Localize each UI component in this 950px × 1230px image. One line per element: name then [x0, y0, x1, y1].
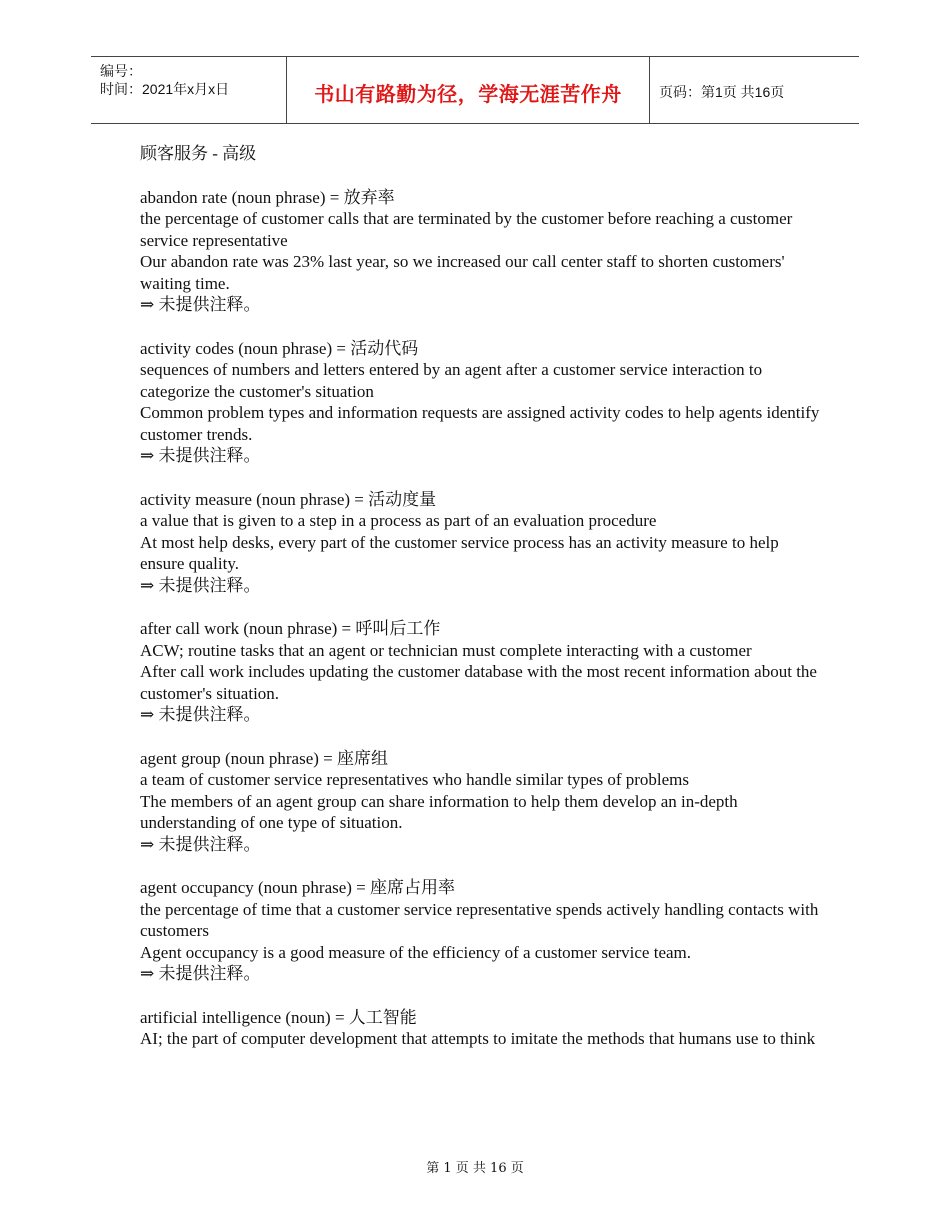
glossary-entry — [140, 489, 820, 597]
header-meta-cell — [91, 57, 287, 123]
entry-term: agent group (noun phrase) = 座席组 — [140, 748, 389, 768]
entry-example: Our abandon rate was 23% last year, so we increased our call center staff to shorten customers' waiting time. — [140, 252, 785, 293]
document-body — [140, 143, 820, 1072]
entry-definition: the percentage of customer calls that are terminated by the customer before reaching a customer service representative — [140, 209, 793, 250]
entry-definition: ACW; routine tasks that an agent or technician must complete interacting with a customer — [140, 640, 752, 660]
entry-example: After call work includes updating the customer database with the most recent information about the customer's situation. — [140, 662, 817, 703]
header-motto-cell — [287, 57, 650, 123]
glossary-entry — [140, 187, 820, 316]
entry-term: abandon rate (noun phrase) = 放弃率 — [140, 187, 395, 207]
entry-definition: the percentage of time that a customer service representative spends actively handling contacts with customers — [140, 899, 819, 940]
document-title: 顾客服务 - 高级 — [140, 144, 257, 163]
entry-term: after call work (noun phrase) = 呼叫后工作 — [140, 619, 441, 638]
glossary-entry — [140, 877, 820, 985]
entry-note: ⇒ 未提供注释。 — [140, 295, 261, 314]
document-number-label: 编号： — [100, 63, 142, 79]
header-page-cell — [650, 57, 859, 123]
header-motto: 书山有路勤为径，学海无涯苦作舟 — [314, 82, 622, 106]
entry-note: ⇒ 未提供注释。 — [140, 705, 261, 724]
glossary-entry — [140, 338, 820, 467]
glossary-entry — [140, 748, 820, 856]
entry-term: activity measure (noun phrase) = 活动度量 — [140, 489, 437, 509]
entry-note: ⇒ 未提供注释。 — [140, 834, 261, 854]
entry-definition: sequences of numbers and letters entered by an agent after a customer service interaction to categorize the customer's situation — [140, 360, 763, 401]
entry-example: At most help desks, every part of the customer service process has an activity measure to help ensure quality. — [140, 532, 779, 573]
entry-definition: a value that is given to a step in a process as part of an evaluation procedure — [140, 511, 657, 530]
entry-example: The members of an agent group can share information to help them develop an in-depth understanding of one type of situation. — [140, 791, 738, 832]
page-header — [91, 56, 859, 124]
glossary-entry — [140, 618, 820, 726]
entry-definition: a team of customer service representatives who handle similar types of problems — [140, 770, 690, 789]
document-time-label: 时间：2021年x月x日 — [100, 81, 230, 97]
entry-example: Common problem types and information requests are assigned activity codes to help agents identify customer trends. — [140, 403, 820, 444]
page-footer: 第 1 页 共 16 页 — [426, 1161, 524, 1176]
glossary-entry — [140, 1007, 820, 1050]
entry-note: ⇒ 未提供注释。 — [140, 446, 261, 465]
entry-term: artificial intelligence (noun) = 人工智能 — [140, 1007, 417, 1027]
entry-example: Agent occupancy is a good measure of the efficiency of a customer service team. — [140, 942, 692, 962]
entry-term: agent occupancy (noun phrase) = 座席占用率 — [140, 878, 456, 897]
header-page-info: 页码：第1页 共16页 — [659, 84, 785, 100]
entry-definition: AI; the part of computer development that attempts to imitate the methods that humans use to think — [140, 1029, 816, 1048]
entry-term: activity codes (noun phrase) = 活动代码 — [140, 338, 419, 358]
entry-note: ⇒ 未提供注释。 — [140, 964, 261, 983]
entry-note: ⇒ 未提供注释。 — [140, 575, 261, 595]
